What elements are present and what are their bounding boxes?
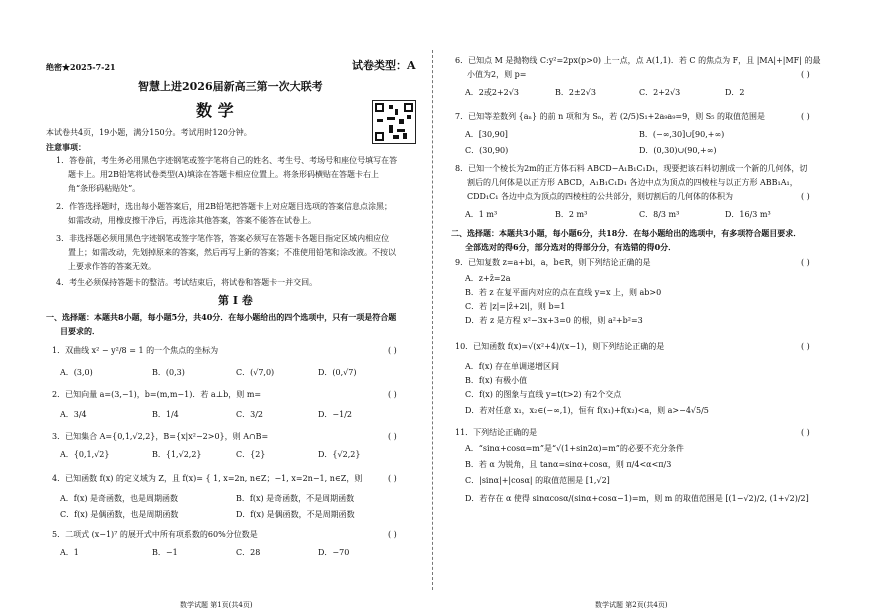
q10-option: C．f(x) 的图象与直线 y=t(t>2) 有2个交点 bbox=[465, 390, 622, 399]
q5-stem: 5．二项式 (x−1)⁷ 的展开式中所有项系数的60%分位数是 bbox=[52, 530, 258, 539]
q9-option: A．z+z̄=2a bbox=[465, 274, 511, 283]
q1-option: C．(√7,0) bbox=[236, 368, 275, 377]
notice-title: 注意事项： bbox=[46, 142, 86, 152]
notice-line: 置上；如需改动，先划掉原来的答案，然后再写上新的答案；不准使用铅笔和涂改液。不按以 bbox=[68, 248, 396, 257]
q6-option: D．2 bbox=[725, 88, 745, 97]
answer-paren: ( ) bbox=[388, 530, 397, 539]
q7-option: A．[30,90] bbox=[465, 130, 508, 139]
answer-paren: ( ) bbox=[388, 346, 397, 355]
q6-stem: 小值为2，则 p= bbox=[467, 70, 527, 79]
notice-line: 3．非选择题必须用黑色字迹钢笔或签字笔作答，答案必须写在答题卡各题目指定区域内相应位 bbox=[56, 234, 390, 243]
notice-line: 上要求作答的答案无效。 bbox=[68, 262, 156, 271]
q1-option: B．(0,3) bbox=[152, 368, 185, 377]
exam-page-2 bbox=[435, 0, 870, 615]
q7-option: D．(0,30)∪(90,+∞) bbox=[639, 146, 717, 155]
notice-line: 角“条形码粘贴处”。 bbox=[68, 184, 141, 193]
notice-line: 题卡上。用2B铅笔将试卷类型(A)填涂在答题卡相应位置上。将条形码横贴在答题卡右上 bbox=[68, 170, 379, 179]
q8-option: D．16/3 m³ bbox=[725, 210, 771, 219]
q11-option: A．“sinα+cosα=m”是“√(1+sin2α)=m”的必要不充分条件 bbox=[465, 444, 684, 453]
q4-option: C．f(x) 是偶函数，也是周期函数 bbox=[60, 510, 179, 519]
answer-paren: ( ) bbox=[801, 428, 810, 437]
q4-option: B．f(x) 是奇函数，不是周期函数 bbox=[236, 494, 355, 503]
q5-option: B．−1 bbox=[152, 548, 178, 557]
q11-option: C．|sinα|+|cosα| 的取值范围是 [1,√2] bbox=[465, 476, 610, 485]
q7-stem: 7．已知等差数列 {aₙ} 的前 n 项和为 Sₙ，若 (2/5)S₁+2a₉a₉=9，则 S₅ 的取值范围是 bbox=[455, 112, 765, 121]
q11-option: B．若 α 为锐角，且 tanα=sinα+cosα，则 π/4<α<π/3 bbox=[465, 460, 672, 469]
q2-option: C．3/2 bbox=[236, 410, 263, 419]
q8-option: B．2 m³ bbox=[555, 210, 588, 219]
q3-option: D．{√2,2} bbox=[318, 450, 361, 459]
q10-option: D．若对任意 x₁，x₂∈(−∞,1)，恒有 f(x₁)+f(x₂)<a，则 a>−4√5/5 bbox=[465, 406, 709, 415]
q11-stem: 11．下列结论正确的是 bbox=[455, 428, 538, 437]
answer-paren: ( ) bbox=[801, 112, 810, 121]
q6-option: A．2或2+2√3 bbox=[465, 88, 519, 97]
secret-label: 绝密★2025-7-21 bbox=[46, 62, 116, 72]
page-divider bbox=[432, 50, 433, 590]
subject-title: 数 学 bbox=[196, 101, 234, 120]
q9-option: B．若 z 在复平面内对应的点在直线 y=x 上，则 ab>0 bbox=[465, 288, 662, 297]
answer-paren: ( ) bbox=[801, 192, 810, 201]
q4-option: A．f(x) 是奇函数，也是周期函数 bbox=[60, 494, 179, 503]
answer-paren: ( ) bbox=[388, 432, 397, 441]
q6-stem: 6．已知点 M 是抛物线 C:y²=2px(p>0) 上一点，点 A(1,1)．若 C 的焦点为 F，且 |MA|+|MF| 的最 bbox=[455, 56, 821, 65]
q7-option: C．(30,90) bbox=[465, 146, 509, 155]
q8-stem: 8．已知一个棱长为2m的正方体石料 ABCD−A₁B₁C₁D₁，现要把该石料切割成一个新的几何体，切 bbox=[455, 164, 808, 173]
page-footer: 数学试题 第2页(共4页) bbox=[595, 601, 668, 609]
q9-option: D．若 z 是方程 x²−3x+3=0 的根，则 a²+b²=3 bbox=[465, 316, 643, 325]
answer-paren: ( ) bbox=[801, 342, 810, 351]
q3-option: A．{0,1,√2} bbox=[60, 450, 110, 459]
q6-option: C．2+2√3 bbox=[639, 88, 681, 97]
notice-line: 4．考生必须保持答题卡的整洁。考试结束后，将试卷和答题卡一并交回。 bbox=[56, 278, 318, 287]
q2-stem: 2．已知向量 a=(3,−1)，b=(m,m−1)．若 a⊥b，则 m= bbox=[52, 390, 262, 399]
q1-option: A．(3,0) bbox=[60, 368, 93, 377]
notice-line: 1．答卷前，考生务必用黑色字迹钢笔或签字笔将自己的姓名、考生号、考场号和座位号填写在答 bbox=[56, 156, 398, 165]
q8-option: A．1 m³ bbox=[465, 210, 498, 219]
answer-paren: ( ) bbox=[388, 390, 397, 399]
answer-paren: ( ) bbox=[801, 258, 810, 267]
page-footer: 数学试题 第1页(共4页) bbox=[180, 601, 253, 609]
q6-option: B．2±2√3 bbox=[555, 88, 596, 97]
notice-line: 2．作答选择题时，选出每小题答案后，用2B铅笔把答题卡上对应题目选项的答案信息点涂黑； bbox=[56, 202, 393, 211]
exam-title: 智慧上进2026届新高三第一次大联考 bbox=[138, 80, 323, 93]
q10-stem: 10．已知函数 f(x)=√(x²+4)/(x−1)，则下列结论正确的是 bbox=[455, 342, 665, 351]
q5-option: C．28 bbox=[236, 548, 261, 557]
q10-option: B．f(x) 有极小值 bbox=[465, 376, 528, 385]
q4-option: D．f(x) 是偶函数，不是周期函数 bbox=[236, 510, 355, 519]
section-1-heading: 一、选择题：本题共8小题，每小题5分，共40分．在每小题给出的四个选项中，只有一项是符合题 bbox=[46, 312, 397, 322]
q7-option: B．(−∞,30]∪[90,+∞) bbox=[639, 130, 725, 139]
answer-paren: ( ) bbox=[388, 474, 397, 483]
q3-option: C．{2} bbox=[236, 450, 266, 459]
q9-option: C．若 |z|=|z̄+2i|，则 b=1 bbox=[465, 302, 566, 311]
q3-stem: 3．已知集合 A={0,1,√2,2}，B={x|x²−2>0}，则 A∩B= bbox=[52, 432, 269, 441]
q1-stem: 1．双曲线 x² − y²/8 = 1 的一个焦点的坐标为 bbox=[52, 346, 219, 355]
answer-paren: ( ) bbox=[801, 70, 810, 79]
q4-stem: 4．已知函数 f(x) 的定义域为 Z，且 f(x)= { 1, x=2n, n∈Z；−1, x=2n−1, n∈Z，则 bbox=[52, 474, 363, 483]
section-1-heading: 目要求的． bbox=[60, 326, 100, 336]
section-2-heading: 二、选择题：本题共3小题，每小题6分，共18分．在每小题给出的选项中，有多项符合题目要求． bbox=[451, 228, 802, 238]
q11-option: D．若存在 α 使得 sinαcosα/(sinα+cosα−1)=m，则 m 的取值范围是 [(1−√2)/2, (1+√2)/2] bbox=[465, 494, 809, 503]
q2-option: B．1/4 bbox=[152, 410, 179, 419]
q5-option: D．−70 bbox=[318, 548, 350, 557]
q8-stem: CDD₁C₁ 各边中点为顶点的四棱柱的公共部分，则切割后的几何体的体积为 bbox=[467, 192, 734, 201]
q9-stem: 9．已知复数 z=a+bi，a，b∈R，则下列结论正确的是 bbox=[455, 258, 651, 267]
qr-code bbox=[372, 100, 416, 144]
q3-option: B．{1,√2,2} bbox=[152, 450, 202, 459]
volume-title: 第 Ⅰ 卷 bbox=[218, 294, 253, 307]
q2-option: D．−1/2 bbox=[318, 410, 352, 419]
q10-option: A．f(x) 存在单调递增区间 bbox=[465, 362, 560, 371]
q5-option: A．1 bbox=[60, 548, 79, 557]
q1-option: D．(0,√7) bbox=[318, 368, 357, 377]
section-2-heading: 全部选对的得6分，部分选对的得部分分，有选错的得0分． bbox=[465, 242, 677, 252]
q8-stem: 割后的几何体是以正方形 ABCD，A₁B₁C₁D₁ 各边中点为顶点的四棱柱与以正方形 ABB₁A₁， bbox=[467, 178, 798, 187]
notice-line: 如需改动，用橡皮擦干净后，再选涂其他答案，答案不能答在试卷上。 bbox=[68, 216, 316, 225]
intro-text: 本试卷共4页，19小题，满分150分。考试用时120分钟。 bbox=[46, 128, 252, 137]
q8-option: C．8/3 m³ bbox=[639, 210, 680, 219]
paper-type: 试卷类型：A bbox=[352, 59, 416, 72]
q2-option: A．3/4 bbox=[60, 410, 87, 419]
